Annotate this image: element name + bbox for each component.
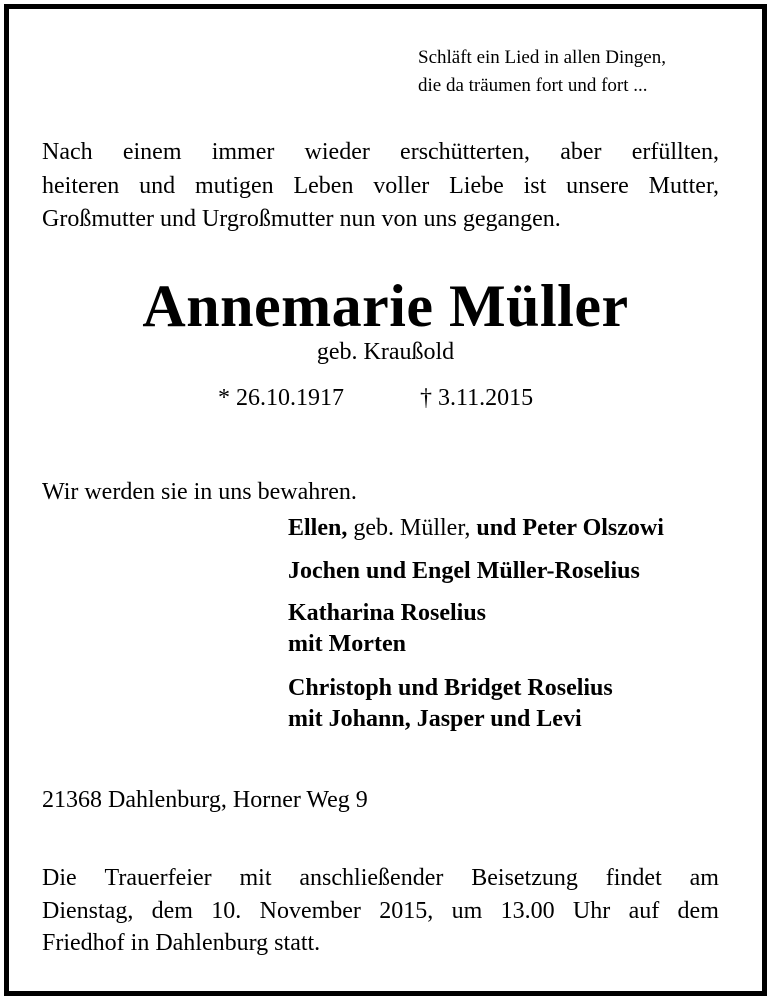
- word: anschließender: [299, 865, 444, 891]
- word: erfüllten,: [631, 139, 719, 165]
- death-date: † 3.11.2015: [420, 385, 534, 411]
- family-ellen-partner: und Peter Olszowi: [476, 515, 664, 541]
- word: dem: [677, 898, 719, 924]
- word: heiteren: [42, 173, 120, 199]
- word: um: [451, 898, 483, 924]
- word: Nach: [42, 139, 93, 165]
- word: Liebe: [449, 173, 504, 199]
- word: auf: [628, 898, 660, 924]
- word: aber: [560, 139, 602, 165]
- family-katharina-line-1: Katharina Roselius: [288, 600, 487, 626]
- word: 13.00: [500, 898, 555, 924]
- family-ellen-maiden: geb. Müller,: [347, 515, 477, 541]
- word: dem: [151, 898, 193, 924]
- word: wieder: [304, 139, 370, 165]
- service-line-3: Friedhof in Dahlenburg statt.: [42, 930, 321, 956]
- service-line-2: [42, 899, 719, 923]
- word: unsere: [566, 173, 629, 199]
- word: Mutter,: [648, 173, 719, 199]
- intro-line-2: [42, 174, 719, 198]
- address: 21368 Dahlenburg, Horner Weg 9: [42, 787, 368, 813]
- word: voller: [373, 173, 430, 199]
- family-ellen-name: Ellen,: [288, 515, 348, 541]
- word: findet: [605, 865, 662, 891]
- family-christoph-line-2: mit Johann, Jasper und Levi: [288, 706, 582, 732]
- word: mutigen: [194, 173, 274, 199]
- family-katharina-line-2: mit Morten: [288, 631, 406, 657]
- intro-line-3: Großmutter und Urgroßmutter nun von uns gegangen.: [42, 206, 561, 232]
- word: und: [139, 173, 176, 199]
- word: Die: [42, 865, 77, 891]
- closing-line: Wir werden sie in uns bewahren.: [42, 479, 357, 505]
- family-christoph-line-1: Christoph und Bridget Roselius: [288, 675, 613, 701]
- word: November: [259, 898, 361, 924]
- word: am: [689, 865, 719, 891]
- birth-date: * 26.10.1917: [218, 385, 344, 411]
- motto-line-1: Schläft ein Lied in allen Dingen,: [418, 47, 666, 68]
- motto-line-2: die da träumen fort und fort ...: [418, 75, 648, 96]
- word: immer: [211, 139, 275, 165]
- word: Dienstag,: [42, 898, 134, 924]
- word: einem: [122, 139, 182, 165]
- word: erschütterten,: [400, 139, 530, 165]
- maiden-name: geb. Kraußold: [316, 339, 455, 365]
- word: Uhr: [572, 898, 611, 924]
- word: 10.: [211, 898, 242, 924]
- family-ellen: [288, 516, 664, 540]
- word: mit: [239, 865, 272, 891]
- word: Leben: [293, 173, 354, 199]
- family-jochen: Jochen und Engel Müller-Roselius: [288, 558, 640, 584]
- word: 2015,: [379, 898, 434, 924]
- word: ist: [523, 173, 547, 199]
- service-line-1: [42, 866, 719, 890]
- intro-line-1: [42, 140, 719, 164]
- word: Trauerfeier: [104, 865, 212, 891]
- word: Beisetzung: [471, 865, 578, 891]
- deceased-name: Annemarie Müller: [142, 273, 629, 339]
